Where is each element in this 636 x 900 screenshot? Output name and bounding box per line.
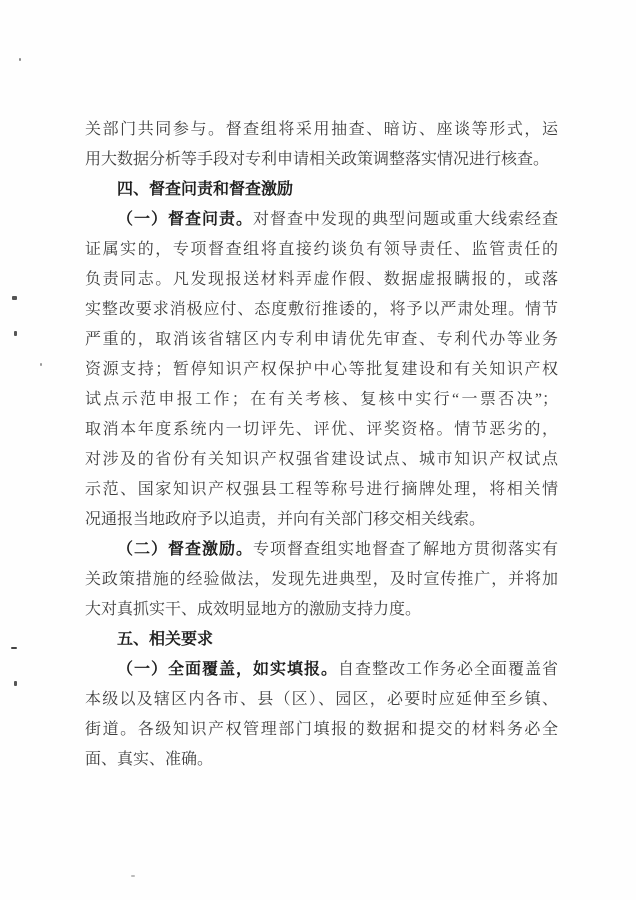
text-line	[85, 145, 558, 175]
scan-speck	[131, 875, 135, 877]
text-line	[85, 505, 558, 535]
text-line	[85, 235, 558, 265]
heading-text: 五、相关要求	[117, 631, 214, 648]
bold-lead-in: （二）督查激励。	[117, 541, 253, 558]
body-text: 严重的，取消该省辖区内专利申请优先审查、专利代办等业务	[85, 331, 558, 348]
body-text: 关部门共同参与。督查组将采用抽查、暗访、座谈等形式，运	[85, 121, 558, 138]
body-text: 街道。各级知识产权管理部门填报的数据和提交的材料务必全	[85, 721, 558, 738]
scan-speck	[12, 296, 17, 300]
body-text: 对督查中发现的典型问题或重大线索经查	[253, 211, 558, 228]
scan-speck	[14, 331, 17, 336]
text-line	[85, 265, 558, 295]
body-text: 证属实的，专项督查组将直接约谈负有领导责任、监管责任的	[85, 241, 558, 258]
scan-speck	[19, 58, 21, 61]
text-line	[85, 655, 558, 685]
text-line	[85, 745, 558, 775]
text-line	[85, 475, 558, 505]
body-text: 自查整改工作务必全面覆盖省	[337, 661, 558, 678]
heading-text: 四、督查问责和督查激励	[117, 181, 294, 198]
section-heading	[85, 175, 558, 205]
document-text-block	[85, 115, 558, 775]
body-text: 大对真抓实干、成效明显地方的激励支持力度。	[85, 601, 422, 618]
scan-speck	[14, 681, 17, 686]
body-text: 况通报当地政府予以追责，并向有关部门移交相关线索。	[85, 511, 486, 528]
scan-speck	[11, 647, 17, 649]
body-text: 用大数据分析等手段对专利申请相关政策调整落实情况进行核查。	[85, 151, 550, 168]
text-line	[85, 595, 558, 625]
text-line	[85, 415, 558, 445]
text-line	[85, 325, 558, 355]
scan-speck	[40, 363, 42, 366]
text-line	[85, 535, 558, 565]
body-text: 试点示范申报工作；在有关考核、复核中实行“一票否决”；	[85, 391, 558, 408]
text-line	[85, 295, 558, 325]
text-line	[85, 565, 558, 595]
text-line	[85, 715, 558, 745]
text-line	[85, 115, 558, 145]
section-heading	[85, 625, 558, 655]
body-text: 专项督查组实地督查了解地方贯彻落实有	[253, 541, 558, 558]
body-text: 负责同志。凡发现报送材料弄虚作假、数据虚报瞒报的，或落	[85, 271, 558, 288]
body-text: 实整改要求消极应付、态度敷衍推诿的，将予以严肃处理。情节	[85, 301, 558, 318]
text-line	[85, 445, 558, 475]
body-text: 示范、国家知识产权强县工程等称号进行摘牌处理，将相关情	[85, 481, 558, 498]
body-text: 取消本年度系统内一切评先、评优、评奖资格。情节恶劣的，	[85, 421, 558, 438]
text-line	[85, 205, 558, 235]
bold-lead-in: （一）全面覆盖，如实填报。	[117, 661, 338, 678]
body-text: 本级以及辖区内各市、县（区）、园区，必要时应延伸至乡镇、	[85, 691, 558, 708]
body-text: 面、真实、准确。	[85, 751, 214, 768]
body-text: 对涉及的省份有关知识产权强省建设试点、城市知识产权试点	[85, 451, 558, 468]
body-text: 资源支持；暂停知识产权保护中心等批复建设和有关知识产权	[85, 361, 558, 378]
text-line	[85, 385, 558, 415]
bold-lead-in: （一）督查问责。	[117, 211, 253, 228]
text-line	[85, 685, 558, 715]
body-text: 关政策措施的经验做法，发现先进典型，及时宣传推广，并将加	[85, 571, 558, 588]
text-line	[85, 355, 558, 385]
